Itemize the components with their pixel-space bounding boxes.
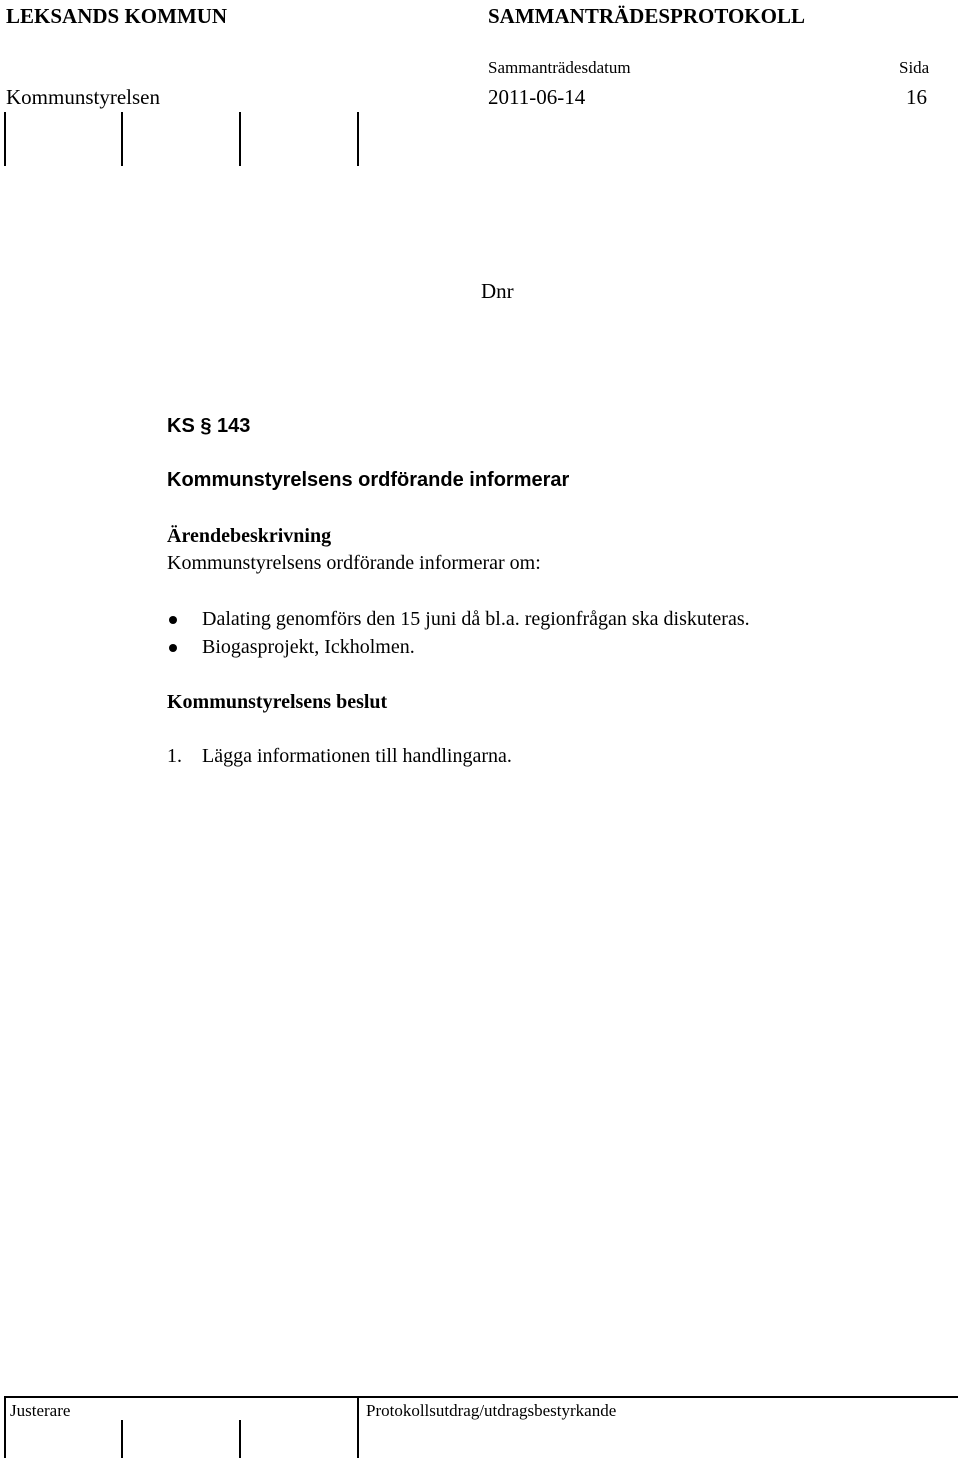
list-item: Biogasprojekt, Ickholmen. bbox=[202, 636, 415, 658]
case-number: KS § 143 bbox=[167, 415, 251, 437]
signature-box-divider bbox=[239, 112, 241, 166]
case-title: Kommunstyrelsens ordförande informerar bbox=[167, 469, 570, 491]
decision-text: Lägga informationen till handlingarna. bbox=[202, 745, 512, 767]
extract-label: Protokollsutdrag/utdragsbestyrkande bbox=[366, 1401, 617, 1420]
description-heading: Ärendebeskrivning bbox=[167, 525, 332, 547]
bullet-icon bbox=[169, 644, 177, 652]
signature-box-divider bbox=[239, 1420, 241, 1458]
signature-box-divider bbox=[357, 1398, 359, 1458]
document-type: SAMMANTRÄDESPROTOKOLL bbox=[488, 4, 805, 28]
signature-box-divider bbox=[121, 1420, 123, 1458]
description-intro: Kommunstyrelsens ordförande informerar om: bbox=[167, 552, 541, 574]
signature-box-divider bbox=[357, 112, 359, 166]
dnr-label: Dnr bbox=[481, 279, 514, 303]
date-label: Sammanträdesdatum bbox=[488, 58, 631, 77]
list-item: Dalating genomförs den 15 juni då bl.a. regionfrågan ska diskuteras. bbox=[202, 608, 750, 630]
signature-box-divider bbox=[4, 112, 6, 166]
bullet-icon bbox=[169, 616, 177, 624]
signature-box-divider bbox=[4, 1398, 6, 1458]
organization-name: LEKSANDS KOMMUN bbox=[6, 4, 228, 28]
page-number: 16 bbox=[906, 85, 927, 109]
decision-number: 1. bbox=[167, 745, 182, 767]
signature-box-divider bbox=[121, 112, 123, 166]
footer-divider bbox=[4, 1396, 958, 1398]
justerare-label: Justerare bbox=[10, 1401, 71, 1420]
body-name: Kommunstyrelsen bbox=[6, 85, 160, 109]
decision-heading: Kommunstyrelsens beslut bbox=[167, 691, 388, 713]
meeting-date: 2011-06-14 bbox=[488, 85, 586, 109]
page-label: Sida bbox=[899, 58, 930, 77]
